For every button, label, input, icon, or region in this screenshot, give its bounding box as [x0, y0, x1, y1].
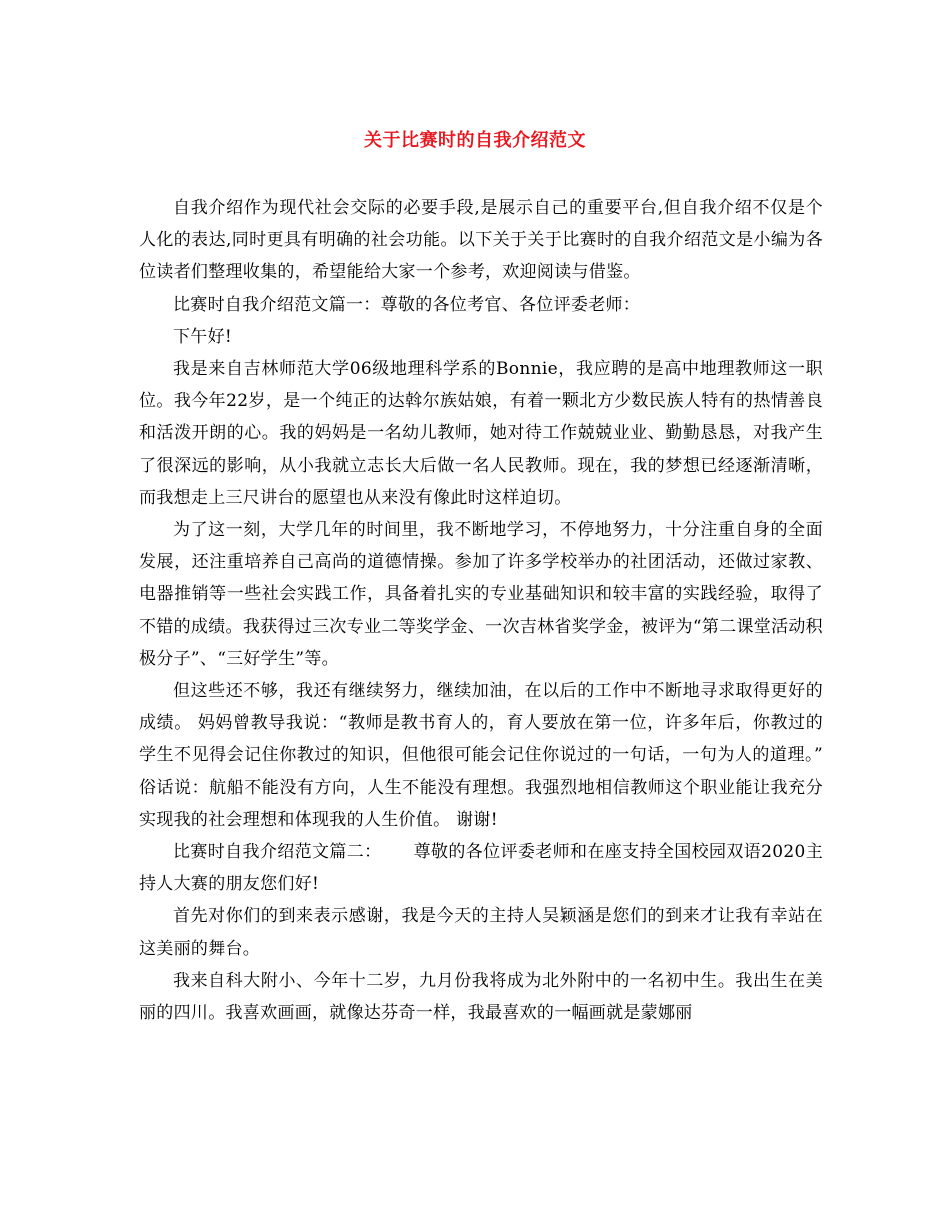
- paragraph: 我来自科大附小、今年十二岁，九月份我将成为北外附中的一名初中生。我出生在美丽的四川。我喜欢画画，就像达芬奇一样，我最喜欢的一幅画就是蒙娜丽: [139, 970, 823, 1024]
- paragraph: 比赛时自我介绍范文篇一：尊敬的各位考官、各位评委老师：: [173, 294, 641, 315]
- document-title: 关于比赛时的自我介绍范文: [364, 130, 586, 151]
- document-body: [139, 192, 823, 1029]
- paragraph: 我是来自吉林师范大学06级地理科学系的Bonnie，我应聘的是高中地理教师这一职位。我今年22岁，是一个纯正的达斡尔族姑娘，有着一颗北方少数民族人特有的热情善良和活泼开朗的心。我的妈妈是一名幼儿教师，她对待工作兢兢业业、勤勤恳恳，对我产生了很深远的影响，从小我就立志长大后做一名人民教师。现在，我的梦想已经逐渐清晰，而我想走上三尺讲台的愿望也从来没有像此时这样迫切。: [139, 359, 823, 508]
- paragraph: 比赛时自我介绍范文篇二： 尊敬的各位评委老师和在座支持全国校园双语2020主持人大赛的朋友您们好!: [139, 842, 823, 895]
- paragraph: 首先对你们的到来表示感谢，我是今天的主持人吴颖涵是您们的到来才让我有幸站在这美丽的舞台。: [139, 906, 823, 959]
- paragraph: 但这些还不够，我还有继续努力，继续加油，在以后的工作中不断地寻求取得更好的成绩。 妈妈曾教导我说：“教师是教书育人的，育人要放在第一位，许多年后，你教过的学生不见得会记住你教过的知识，但他很可能会记住你说过的一句话，一句为人的道理。” 俗话说：航船不能没有方向，人生不能没有理想。我强烈地相信教师这个职业能让我充分实现我的社会理想和体现我的人生价值。 谢谢!: [139, 681, 823, 830]
- paragraph: 自我介绍作为现代社会交际的必要手段,是展示自己的重要平台,但自我介绍不仅是个人化的表达,同时更具有明确的社会功能。以下关于关于比赛时的自我介绍范文是小编为各位读者们整理收集的，希望能给大家一个参考，欢迎阅读与借鉴。: [139, 198, 823, 283]
- paragraph: 为了这一刻，大学几年的时间里，我不断地学习，不停地努力，十分注重自身的全面发展，还注重培养自己高尚的道德情操。参加了许多学校举办的社团活动，还做过家教、电器推销等一些社会实践工作，具备着扎实的专业基础知识和较丰富的实践经验，取得了不错的成绩。我获得过三次专业二等奖学金、一次吉林省奖学金，被评为“第二课堂活动积极分子”、“三好学生”等。: [139, 520, 823, 669]
- paragraph: 下午好!: [173, 326, 233, 347]
